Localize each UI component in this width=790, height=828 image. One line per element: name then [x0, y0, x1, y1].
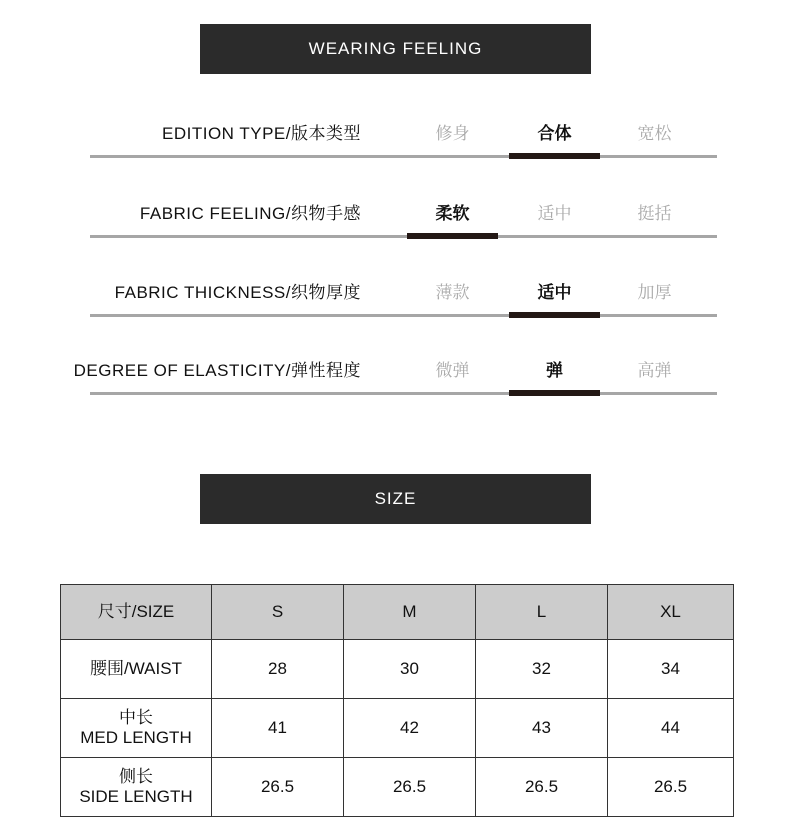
- table-cell: 44: [608, 699, 734, 758]
- row-label-en: MED LENGTH: [80, 728, 192, 747]
- table-cell: 26.5: [476, 758, 608, 817]
- header-cell-xl: XL: [608, 585, 734, 640]
- row-label-cn: 腰围/WAIST: [90, 659, 182, 678]
- feel-option: 微弹: [435, 361, 470, 380]
- table-cell: 41: [212, 699, 344, 758]
- scale-line: [90, 235, 717, 238]
- selected-marker: [509, 390, 600, 396]
- feel-option: 高弹: [637, 361, 672, 380]
- feel-option: 适中: [537, 204, 572, 223]
- size-banner: [200, 474, 591, 524]
- selected-marker: [509, 312, 600, 318]
- table-row: [61, 699, 734, 758]
- table-cell: 43: [476, 699, 608, 758]
- table-row: [61, 758, 734, 817]
- feel-option: 加厚: [637, 283, 672, 302]
- feel-row-label: FABRIC THICKNESS/织物厚度: [114, 283, 361, 302]
- size-table: [60, 584, 734, 817]
- table-cell: 32: [476, 640, 608, 699]
- size-table-header-row: [61, 585, 734, 640]
- scale-line: [90, 155, 717, 158]
- feel-row-label: DEGREE OF ELASTICITY/弹性程度: [73, 361, 361, 380]
- row-label-waist: [61, 640, 212, 699]
- wearing-feeling-banner: [200, 24, 591, 74]
- feel-row-label: EDITION TYPE/版本类型: [162, 124, 361, 143]
- scale-line: [90, 314, 717, 317]
- table-cell: 34: [608, 640, 734, 699]
- selected-marker: [509, 153, 600, 159]
- feel-option: 弹: [546, 361, 563, 380]
- table-cell: 42: [344, 699, 476, 758]
- header-cell-s: S: [212, 585, 344, 640]
- table-cell: 28: [212, 640, 344, 699]
- table-cell: 26.5: [212, 758, 344, 817]
- row-label-med-length: [61, 699, 212, 758]
- row-label-side-length: [61, 758, 212, 817]
- feel-option: 修身: [435, 124, 470, 143]
- table-cell: 30: [344, 640, 476, 699]
- feel-row-fabric-feeling: [90, 200, 717, 240]
- selected-marker: [407, 233, 498, 239]
- table-cell: 26.5: [608, 758, 734, 817]
- table-cell: 26.5: [344, 758, 476, 817]
- wearing-feeling-title: WEARING FEELING: [308, 39, 483, 58]
- size-title: SIZE: [374, 489, 417, 508]
- header-cell-m: M: [344, 585, 476, 640]
- row-label-cn: 中长: [119, 708, 153, 727]
- header-cell-size: 尺寸/SIZE: [61, 585, 212, 640]
- header-cell-l: L: [476, 585, 608, 640]
- feel-row-fabric-thickness: [90, 279, 717, 319]
- feel-option: 柔软: [435, 204, 470, 223]
- feel-option: 适中: [537, 283, 572, 302]
- row-label-en: SIDE LENGTH: [79, 787, 193, 806]
- feel-option: 宽松: [637, 124, 672, 143]
- feel-option: 合体: [537, 124, 572, 143]
- feel-option: 挺括: [637, 204, 672, 223]
- row-label-cn: 侧长: [119, 767, 153, 786]
- feel-row-elasticity: [73, 357, 717, 397]
- table-row: [61, 640, 734, 699]
- feel-row-label: FABRIC FEELING/织物手感: [139, 204, 361, 223]
- scale-line: [90, 392, 717, 395]
- feel-option: 薄款: [435, 283, 470, 302]
- feel-row-edition-type: [90, 120, 717, 160]
